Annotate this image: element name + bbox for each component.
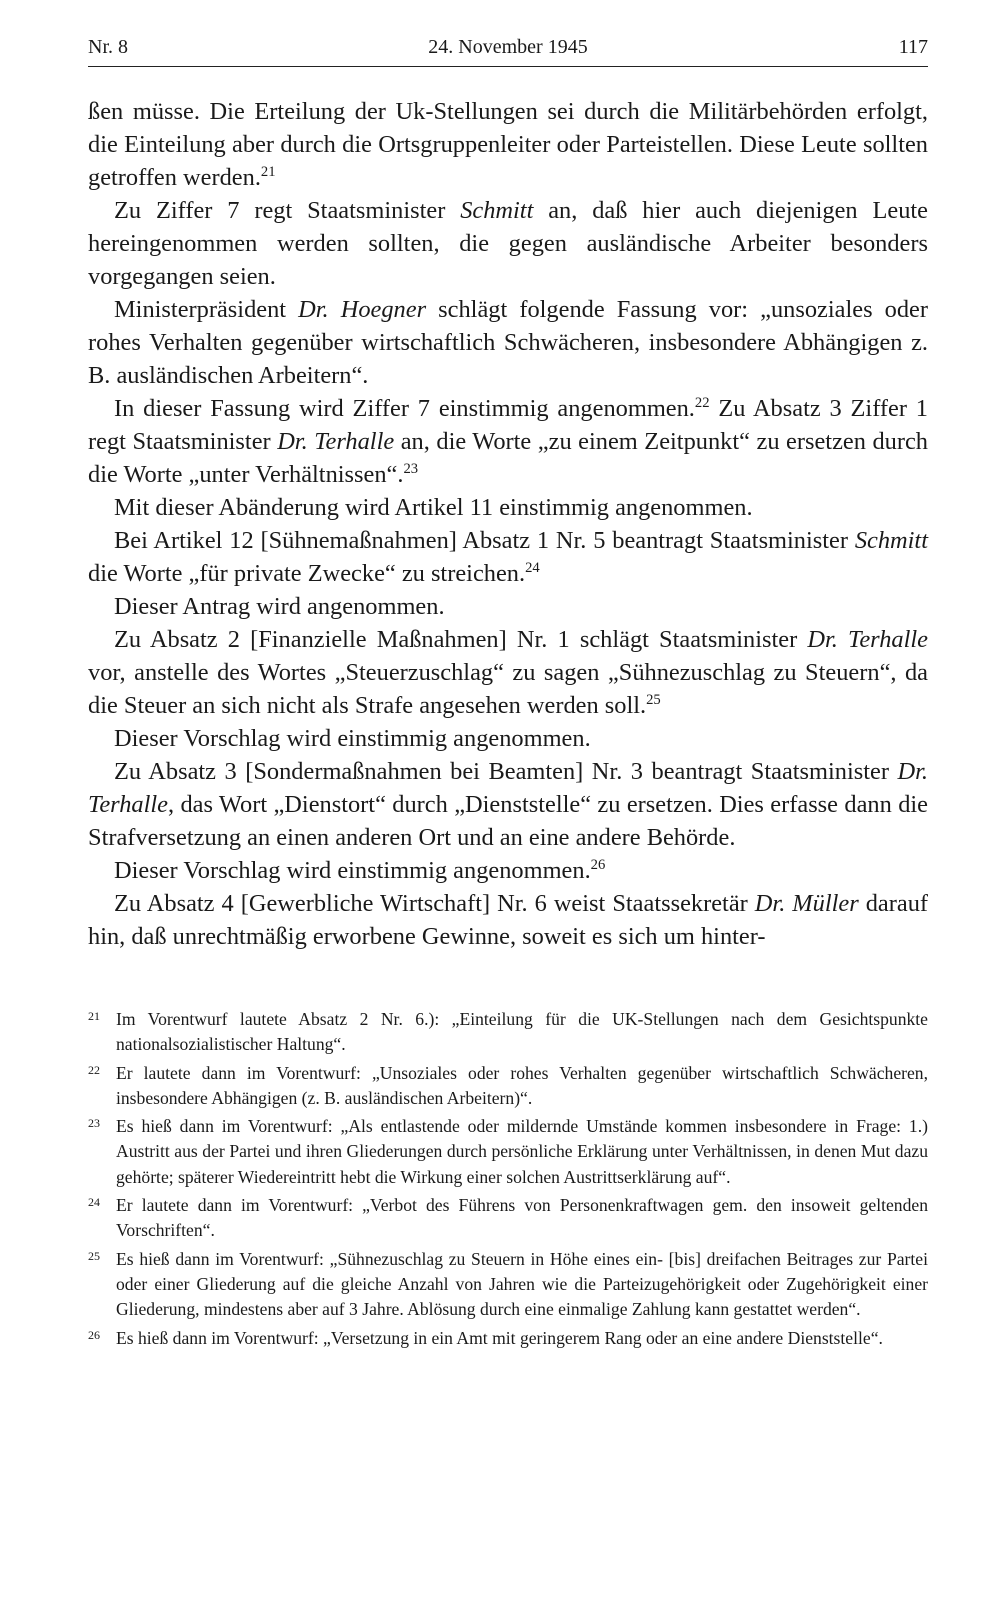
footnote-number: 25 [88, 1248, 100, 1263]
body-paragraph [88, 293, 928, 392]
footnote-number: 23 [88, 1116, 100, 1131]
paragraph-text: schlägt folgende Fassung vor: „unsoziales oder rohes Verhalten gegenüber wirtschaftlich Schwächeren, insbesondere Abhängigen z. B. ausländischen Arbeitern“. [88, 296, 928, 389]
body-paragraph [88, 491, 928, 524]
paragraph-text: darauf hin, daß unrechtmäßig erworbene Gewinne, soweit es sich um hinter- [88, 890, 929, 950]
footnote-number: 26 [88, 1327, 100, 1342]
paragraph-text: Dieser Vorschlag wird einstimmig angenommen. [114, 857, 591, 884]
footnote [88, 1247, 928, 1323]
person-name: Dr. Terhalle [88, 758, 928, 818]
footnote-number: 22 [88, 1062, 100, 1077]
footnote-reference: 24 [525, 560, 540, 577]
paragraph-text: Zu Absatz 4 [Gewerbliche Wirtschaft] Nr. 6 weist Staatssekretär [114, 890, 755, 917]
paragraph-text: Dieser Antrag wird angenommen. [114, 593, 445, 620]
paragraph-text: vor, anstelle des Wortes „Steuerzuschlag“ zu sagen „Sühnezuschlag zu Steuern“, da die Steuer an sich nicht als Strafe angesehen werden soll. [88, 659, 928, 719]
issue-number: Nr. 8 [88, 36, 128, 58]
footnotes [88, 1007, 928, 1351]
footnote-text: Es hieß dann im Vorentwurf: „Sühnezuschlag zu Steuern in Höhe eines ein- [bis] dreifachen Beitrages zur Partei oder einer Gliederung auf die gleiche Anzahl von Jahren wie die Parteizugehörigkeit oder Zugehörigkeit einer Gliederung, mindestens aber auf 3 Jahre. Ablösung durch eine einmalige Zahlung kann gestattet werden“. [116, 1248, 928, 1320]
footnote-number: 21 [88, 1009, 100, 1023]
footnote-number: 24 [88, 1195, 100, 1210]
paragraph-text: Dieser Vorschlag wird einstimmig angenommen. [114, 725, 591, 752]
page-number: 117 [898, 36, 928, 58]
paragraph-text: ßen müsse. Die Erteilung der Uk-Stellungen sei durch die Militärbehörden erfolgt, die Einteilung aber durch die Ortsgruppenleiter oder Parteistellen. Diese Leute sollten getroffen werden. [88, 98, 928, 191]
paragraph-text: Mit dieser Abänderung wird Artikel 11 einstimmig angenommen. [114, 494, 753, 521]
paragraph-text: an, daß hier auch diejenigen Leute hereingenommen werden sollten, die gegen ausländische Arbeiter besonders vorgegangen seien. [88, 197, 928, 290]
paragraph-text: In dieser Fassung wird Ziffer 7 einstimmig angenommen. [114, 395, 695, 422]
paragraph-text: Bei Artikel 12 [Sühnemaßnahmen] Absatz 1 Nr. 5 beantragt Staatsminister [114, 527, 855, 554]
footnote [88, 1061, 928, 1112]
footnote [88, 1326, 928, 1351]
document-page [88, 30, 928, 1354]
paragraph-text: an, die Worte „zu einem Zeitpunkt“ zu ersetzen durch die Worte „unter Verhältnissen“. [88, 428, 928, 488]
person-name: Schmitt [460, 197, 534, 224]
paragraph-text: , das Wort „Dienstort“ durch „Dienststelle“ zu ersetzen. Dies erfasse dann die Strafversetzung an einen anderen Ort und an eine andere Behörde. [88, 791, 928, 851]
body-paragraph [88, 755, 928, 854]
person-name: Dr. Terhalle [277, 428, 395, 455]
footnote [88, 1114, 928, 1190]
paragraph-text: die Worte „für private Zwecke“ zu streichen. [88, 560, 526, 587]
footnote-reference: 22 [694, 395, 710, 412]
body-paragraph [88, 194, 928, 293]
body-paragraph [88, 854, 928, 887]
person-name: Dr. Terhalle [807, 626, 928, 653]
header-date: 24. November 1945 [428, 36, 588, 58]
body-paragraph [88, 95, 928, 194]
paragraph-text: Zu Absatz 2 [Finanzielle Maßnahmen] Nr. 1 schlägt Staatsminister [114, 626, 808, 653]
body-paragraph [88, 887, 928, 953]
paragraph-text: Zu Ziffer 7 regt Staatsminister [114, 197, 461, 224]
body-paragraph [88, 392, 928, 491]
person-name: Schmitt [854, 527, 928, 554]
footnote-text: Im Vorentwurf lautete Absatz 2 Nr. 6.): „Einteilung für die UK-Stellungen nach dem Gesichtspunkte nationalsozialistischer Haltung“. [116, 1009, 928, 1055]
footnote-reference: 23 [403, 461, 419, 478]
footnote [88, 1193, 928, 1244]
footnote-text: Es hieß dann im Vorentwurf: „Als entlastende oder mildernde Umstände kommen insbesondere in Frage: 1.) Austritt aus der Partei und ihren Gliederungen durch persönliche Erklärung unter Verhältnissen, in denen Mut dazu gehörte; späterer Wiedereintritt hebt die Wirkung einer solchen Austrittserklärung auf“. [116, 1116, 928, 1187]
paragraph-text: Ministerpräsident [114, 296, 299, 323]
footnote-reference: 21 [260, 164, 276, 181]
running-header [88, 30, 928, 67]
footnote-text: Er lautete dann im Vorentwurf: „Verbot des Führens von Personenkraftwagen gem. den insoweit geltenden Vorschriften“. [116, 1195, 928, 1241]
footnote [88, 1007, 928, 1058]
person-name: Dr. Müller [754, 890, 859, 917]
footnote-text: Es hieß dann im Vorentwurf: „Versetzung in ein Amt mit geringerem Rang oder an eine andere Dienststelle“. [116, 1327, 883, 1348]
paragraph-text: Zu Absatz 3 [Sondermaßnahmen bei Beamten] Nr. 3 beantragt Staatsminister [114, 758, 898, 785]
paragraph-text: Zu Absatz 3 Ziffer 1 regt Staatsminister [88, 395, 928, 455]
footnote-text: Er lautete dann im Vorentwurf: „Unsoziales oder rohes Verhalten gegenüber wirtschaftlich Schwächeren, insbesondere Abhängigen (z. B. ausländischen Arbeitern)“. [116, 1062, 928, 1108]
body-paragraph [88, 623, 928, 722]
body-paragraph [88, 590, 928, 623]
body-text [88, 95, 928, 953]
body-paragraph [88, 524, 928, 590]
footnote-reference: 25 [646, 692, 661, 709]
body-paragraph [88, 722, 928, 755]
footnote-reference: 26 [590, 857, 606, 874]
person-name: Dr. Hoegner [298, 296, 427, 323]
